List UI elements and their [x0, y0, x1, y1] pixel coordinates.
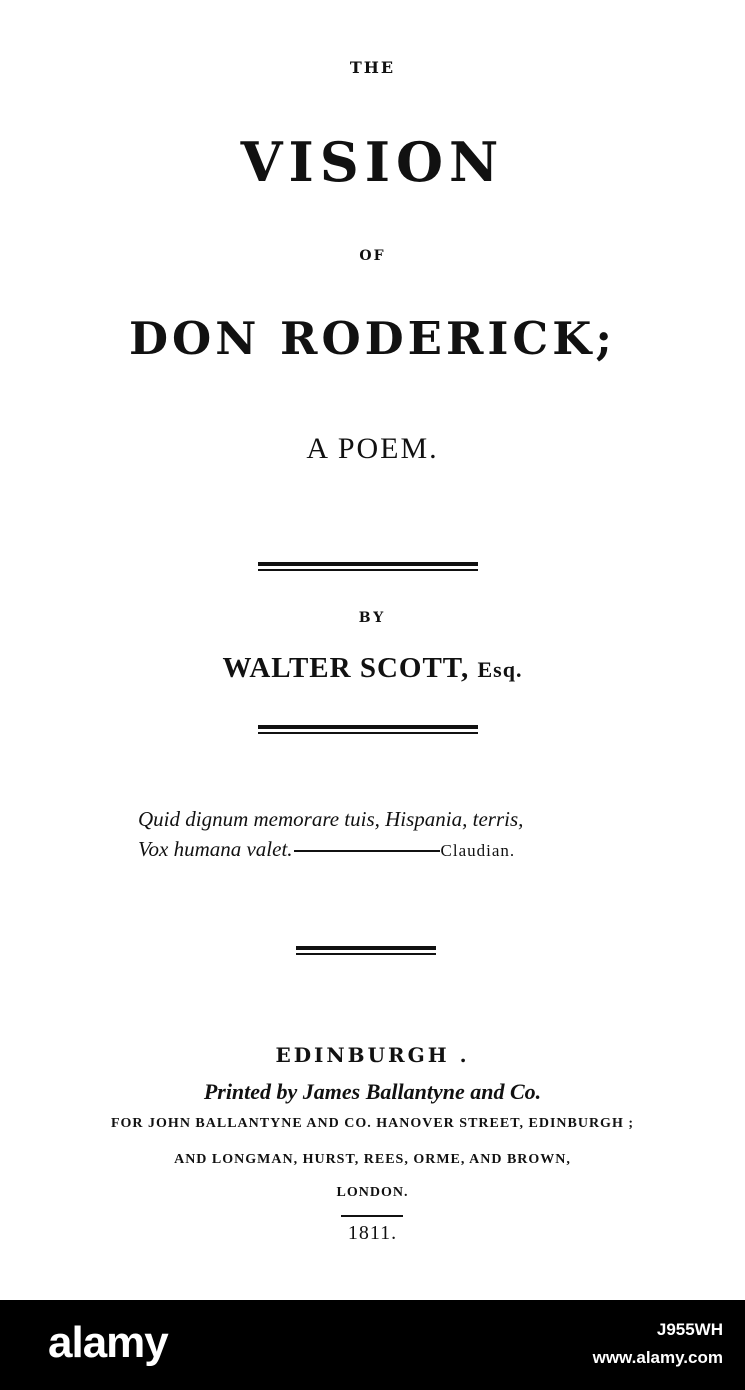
imprint-publisher-line-1: FOR JOHN BALLANTYNE AND CO. HANOVER STREET, EDINBURGH ; [110, 1116, 634, 1131]
divider-rule-1 [258, 562, 478, 571]
epigraph-attribution: Claudian. [440, 841, 516, 860]
title-of: OF [359, 248, 386, 264]
subtitle: A POEM. [306, 432, 439, 465]
title-vision: VISION [240, 130, 505, 194]
watermark-url: www.alamy.com [592, 1348, 723, 1367]
byline-by: BY [358, 610, 387, 626]
imprint-publisher-line-2: AND LONGMAN, HURST, REES, ORME, AND BROWN, [174, 1152, 571, 1167]
epigraph-line-2 [138, 834, 523, 866]
title-the: THE [349, 58, 396, 77]
title-don-roderick: DON RODERICK; [129, 312, 616, 365]
epigraph-line-2-text: Vox humana valet. [138, 837, 293, 861]
watermark-image-id: J955WH [656, 1320, 723, 1339]
watermark-logo: alamy [48, 1318, 168, 1367]
imprint-printer: Printed by James Ballantyne and Co. [203, 1079, 542, 1104]
imprint-publisher-line-3: LONDON. [336, 1185, 409, 1200]
author-label: WALTER SCOTT, [222, 652, 470, 684]
author-name [0, 652, 745, 685]
publication-year: 1811. [347, 1222, 398, 1244]
imprint-city: EDINBURGH . [275, 1043, 470, 1067]
divider-rule-2 [258, 725, 478, 734]
divider-rule-3 [296, 946, 436, 955]
author-suffix: Esq. [477, 657, 523, 682]
epigraph [138, 804, 523, 866]
epigraph-dash [294, 850, 440, 852]
epigraph-line-1: Quid dignum memorare tuis, Hispania, terris, [138, 807, 524, 831]
year-rule [341, 1215, 403, 1217]
